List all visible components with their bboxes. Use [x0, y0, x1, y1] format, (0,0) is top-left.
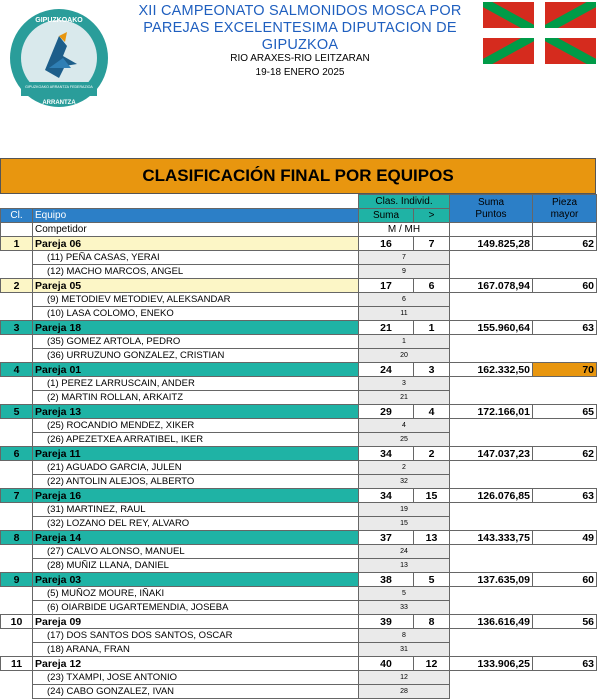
competitor-position: 21: [359, 391, 450, 405]
competitor-name: (11) PEÑA CASAS, YERAI: [33, 251, 359, 265]
competitor-position: 9: [359, 265, 450, 279]
team-rank: 7: [1, 489, 33, 503]
team-pieza-mayor: 70: [533, 363, 597, 377]
competitor-row: [1, 545, 597, 559]
team-pieza-mayor: 63: [533, 657, 597, 671]
team-suma-puntos: 155.960,64: [450, 321, 533, 335]
competitor-row: [1, 587, 597, 601]
team-suma-puntos: 136.616,49: [450, 615, 533, 629]
suma-header: Suma: [359, 209, 414, 223]
team-suma: 34: [359, 489, 414, 503]
competitor-name: (26) APEZETXEA ARRATIBEL, IKER: [33, 433, 359, 447]
team-row: [1, 531, 597, 545]
competitor-name: (18) ARANA, FRAN: [33, 643, 359, 657]
competitor-row: [1, 503, 597, 517]
competitor-name: (17) DOS SANTOS DOS SANTOS, OSCAR: [33, 629, 359, 643]
competitor-position: 20: [359, 349, 450, 363]
competitor-position: 13: [359, 559, 450, 573]
team-pieza-mayor: 49: [533, 531, 597, 545]
competitor-name: (32) LOZANO DEL REY, ALVARO: [33, 517, 359, 531]
team-suma-puntos: 167.078,94: [450, 279, 533, 293]
competitor-position: 15: [359, 517, 450, 531]
team-suma: 40: [359, 657, 414, 671]
team-best-position: 3: [414, 363, 450, 377]
team-best-position: 1: [414, 321, 450, 335]
team-suma: 38: [359, 573, 414, 587]
team-suma: 29: [359, 405, 414, 419]
team-name: Pareja 01: [33, 363, 359, 377]
competitor-name: (9) METODIEV METODIEV, ALEKSANDAR: [33, 293, 359, 307]
competitor-name: (6) OIARBIDE UGARTEMENDIA, JOSEBA: [33, 601, 359, 615]
team-row: [1, 237, 597, 251]
competitor-name: (27) CALVO ALONSO, MANUEL: [33, 545, 359, 559]
team-suma: 17: [359, 279, 414, 293]
team-best-position: 12: [414, 657, 450, 671]
competitor-position: 11: [359, 307, 450, 321]
team-best-position: 5: [414, 573, 450, 587]
competitor-name: (24) CABO GONZALEZ, IVAN: [33, 685, 359, 699]
team-rank: 5: [1, 405, 33, 419]
team-rank: 3: [1, 321, 33, 335]
competitor-name: (31) MARTINEZ, RAUL: [33, 503, 359, 517]
competitor-position: 7: [359, 251, 450, 265]
team-name: Pareja 06: [33, 237, 359, 251]
header-row-1: [1, 195, 597, 209]
team-suma-puntos: 143.333,75: [450, 531, 533, 545]
competitor-row: [1, 643, 597, 657]
team-suma-puntos: 149.825,28: [450, 237, 533, 251]
competitor-position: 25: [359, 433, 450, 447]
competitor-position: 33: [359, 601, 450, 615]
federation-logo: [7, 8, 111, 108]
team-row: [1, 405, 597, 419]
competitor-position: 12: [359, 671, 450, 685]
competitor-name: (28) MUÑIZ LLANA, DANIEL: [33, 559, 359, 573]
team-rank: 2: [1, 279, 33, 293]
competitor-row: [1, 601, 597, 615]
team-pieza-mayor: 63: [533, 321, 597, 335]
ikurrina-flag-icon: [483, 2, 596, 64]
team-name: Pareja 12: [33, 657, 359, 671]
team-best-position: 8: [414, 615, 450, 629]
team-suma: 34: [359, 447, 414, 461]
team-rank: 10: [1, 615, 33, 629]
team-name: Pareja 16: [33, 489, 359, 503]
competitor-row: [1, 251, 597, 265]
championship-title: XII CAMPEONATO SALMONIDOS MOSCA POR PAREJAS EXCELENTESIMA DIPUTACION DE GIPUZKOA: [138, 3, 462, 53]
team-name: Pareja 05: [33, 279, 359, 293]
team-rank: 1: [1, 237, 33, 251]
team-suma-puntos: 162.332,50: [450, 363, 533, 377]
competidor-header: Competidor: [33, 223, 359, 237]
dates: 19-18 ENERO 2025: [255, 67, 345, 78]
competitor-row: [1, 419, 597, 433]
competitor-name: (35) GOMEZ ARTOLA, PEDRO: [33, 335, 359, 349]
team-pieza-mayor: 63: [533, 489, 597, 503]
team-pieza-mayor: 60: [533, 573, 597, 587]
team-suma: 21: [359, 321, 414, 335]
competitor-row: [1, 391, 597, 405]
venue-and-dates: [130, 52, 470, 80]
competitor-row: [1, 559, 597, 573]
competitor-position: 5: [359, 587, 450, 601]
team-best-position: 7: [414, 237, 450, 251]
team-row: [1, 447, 597, 461]
team-name: Pareja 11: [33, 447, 359, 461]
team-name: Pareja 18: [33, 321, 359, 335]
team-row: [1, 321, 597, 335]
team-name: Pareja 03: [33, 573, 359, 587]
competitor-position: 6: [359, 293, 450, 307]
team-best-position: 2: [414, 447, 450, 461]
team-row: [1, 363, 597, 377]
team-pieza-mayor: 62: [533, 237, 597, 251]
competitor-row: [1, 349, 597, 363]
team-rank: 9: [1, 573, 33, 587]
team-suma: 16: [359, 237, 414, 251]
competitor-name: (1) PEREZ LARRUSCAIN, ANDER: [33, 377, 359, 391]
competitor-position: 24: [359, 545, 450, 559]
competitor-row: [1, 475, 597, 489]
team-name: Pareja 14: [33, 531, 359, 545]
team-rank: 6: [1, 447, 33, 461]
competitor-position: 31: [359, 643, 450, 657]
team-suma-puntos: 137.635,09: [450, 573, 533, 587]
team-suma-puntos: 126.076,85: [450, 489, 533, 503]
competitor-name: (22) ANTOLIN ALEJOS, ALBERTO: [33, 475, 359, 489]
team-pieza-mayor: 62: [533, 447, 597, 461]
team-row: [1, 489, 597, 503]
competitor-position: 2: [359, 461, 450, 475]
logo-bottom-text: ARRANTZA: [42, 100, 76, 106]
team-rank: 8: [1, 531, 33, 545]
competitor-position: 8: [359, 629, 450, 643]
cl-header: Cl.: [1, 209, 33, 223]
competitor-row: [1, 265, 597, 279]
competitor-name: (25) ROCANDIO MENDEZ, XIKER: [33, 419, 359, 433]
team-row: [1, 573, 597, 587]
competitor-row: [1, 461, 597, 475]
logo-top-text: GIPUZKOAKO: [35, 17, 83, 24]
competitor-row: [1, 517, 597, 531]
team-best-position: 13: [414, 531, 450, 545]
competitor-position: 32: [359, 475, 450, 489]
ranking-table: [0, 194, 597, 699]
team-suma: 37: [359, 531, 414, 545]
venue: RIO ARAXES-RIO LEITZARAN: [230, 53, 370, 64]
team-row: [1, 657, 597, 671]
team-rank: 4: [1, 363, 33, 377]
pieza-mayor-header: Pieza mayor: [533, 195, 597, 223]
competitor-row: [1, 433, 597, 447]
team-best-position: 4: [414, 405, 450, 419]
team-suma: 39: [359, 615, 414, 629]
competitor-name: (10) LASA COLOMO, ENEKO: [33, 307, 359, 321]
team-pieza-mayor: 56: [533, 615, 597, 629]
competitor-position: 4: [359, 419, 450, 433]
competitor-name: (21) AGUADO GARCIA, JULEN: [33, 461, 359, 475]
team-best-position: 6: [414, 279, 450, 293]
competitor-row: [1, 377, 597, 391]
team-row: [1, 279, 597, 293]
team-suma-puntos: 133.906,25: [450, 657, 533, 671]
team-suma: 24: [359, 363, 414, 377]
header-row-3: [1, 223, 597, 237]
team-best-position: 15: [414, 489, 450, 503]
team-name: Pareja 09: [33, 615, 359, 629]
competitor-row: [1, 671, 597, 685]
gt-header: >: [414, 209, 450, 223]
competitor-name: (12) MACHO MARCOS, ANGEL: [33, 265, 359, 279]
competitor-name: (36) URRUZUNO GONZALEZ, CRISTIAN: [33, 349, 359, 363]
clas-individ-header: Clas. Individ.: [359, 195, 450, 209]
competitor-position: 3: [359, 377, 450, 391]
competitor-row: [1, 293, 597, 307]
competitor-name: (23) TXAMPI, JOSE ANTONIO: [33, 671, 359, 685]
competitor-row: [1, 685, 597, 699]
competitor-row: [1, 307, 597, 321]
ranking-banner: CLASIFICACIÓN FINAL POR EQUIPOS: [0, 158, 596, 194]
competitor-position: 19: [359, 503, 450, 517]
logo-mid-text: GIPUZKOAKO ARRANTZA FEDERAZIOA: [25, 85, 93, 89]
team-pieza-mayor: 60: [533, 279, 597, 293]
competitor-name: (2) MARTIN ROLLAN, ARKAITZ: [33, 391, 359, 405]
competitor-position: 1: [359, 335, 450, 349]
competitor-name: (5) MUÑOZ MOURE, IÑAKI: [33, 587, 359, 601]
equipo-header: Equipo: [33, 209, 359, 223]
mmh-header: M / MH: [359, 223, 450, 237]
team-name: Pareja 13: [33, 405, 359, 419]
team-pieza-mayor: 65: [533, 405, 597, 419]
competitor-row: [1, 335, 597, 349]
competitor-row: [1, 629, 597, 643]
team-suma-puntos: 147.037,23: [450, 447, 533, 461]
team-suma-puntos: 172.166,01: [450, 405, 533, 419]
team-row: [1, 615, 597, 629]
competitor-position: 28: [359, 685, 450, 699]
team-rank: 11: [1, 657, 33, 671]
document-header: [0, 0, 601, 110]
suma-puntos-header: Suma Puntos: [450, 195, 533, 223]
